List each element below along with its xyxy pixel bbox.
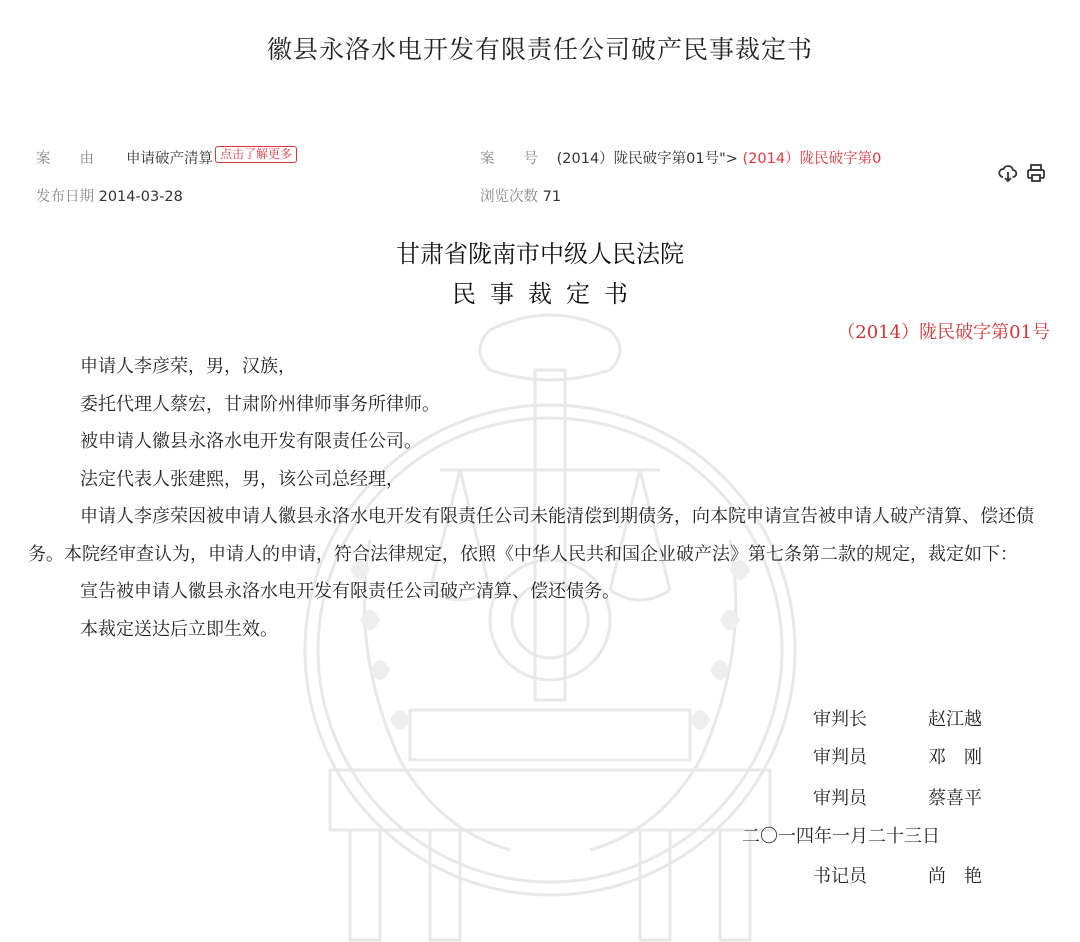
publish-date-row: [36, 185, 183, 206]
court-name: 甘肃省陇南市中级人民法院: [396, 240, 684, 268]
learn-more-link[interactable]: 点击了解更多: [215, 146, 297, 163]
print-icon[interactable]: [1026, 163, 1046, 183]
signature-judge1-role: 审判员: [813, 747, 867, 768]
views-row: [480, 185, 561, 206]
party-respondent: 被申请人徽县永洛水电开发有限责任公司。: [80, 431, 422, 452]
signature-chief-judge-name: 赵江越: [928, 709, 982, 730]
effect-paragraph: 本裁定送达后立即生效。: [80, 618, 278, 640]
case-cause-row: [36, 147, 297, 168]
publish-date-value: 2014-03-28: [98, 189, 183, 205]
publish-date-label: 发布日期: [36, 189, 94, 205]
party-applicant: 申请人李彦荣，男，汉族，: [80, 356, 296, 377]
judgment-date: 二〇一四年一月二十三日: [742, 826, 940, 847]
download-icon[interactable]: [998, 163, 1018, 183]
signature-judge2-role: 审判员: [813, 788, 867, 809]
signature-judge1-name: 邓 刚: [928, 747, 982, 768]
case-number-row: [480, 147, 881, 168]
signature-clerk-role: 书记员: [813, 866, 867, 887]
document-case-number: （2014）陇民破字第01号: [837, 322, 1050, 343]
signature-clerk-name: 尚 艳: [928, 866, 982, 887]
page-title: 徽县永洛水电开发有限责任公司破产民事裁定书: [266, 35, 813, 64]
case-number-label: 案 号: [480, 151, 538, 167]
views-value: 71: [542, 189, 562, 205]
case-number-red-text: (2014）陇民破字第0: [742, 151, 882, 167]
party-agent: 委托代理人蔡宏，甘肃阶州律师事务所律师。: [80, 393, 440, 415]
case-number-value: (2014）陇民破字第01号">: [556, 151, 738, 167]
case-cause-value: 申请破产清算: [126, 151, 213, 167]
case-cause-label: 案 由: [36, 151, 94, 167]
reasoning-paragraph: 申请人李彦荣因被申请人徽县永洛水电开发有限责任公司未能清偿到期债务，向本院申请宣告被申请人破产清算、偿还债务。本院经审查认为，申请人的申请，符合法律规定，依照《中华人民共和国企业破产法》第七条第二款的规定，裁定如下：: [28, 506, 1034, 565]
views-label: 浏览次数: [480, 189, 538, 205]
signature-chief-judge-role: 审判长: [813, 709, 867, 730]
signature-judge2-name: 蔡喜平: [928, 788, 982, 809]
document-type: 民事裁定书: [452, 280, 642, 308]
party-legal-rep: 法定代表人张建熙，男，该公司总经理，: [80, 468, 404, 490]
ruling-paragraph: 宣告被申请人徽县永洛水电开发有限责任公司破产清算、偿还债务。: [80, 581, 620, 602]
document-body: [28, 348, 1052, 648]
